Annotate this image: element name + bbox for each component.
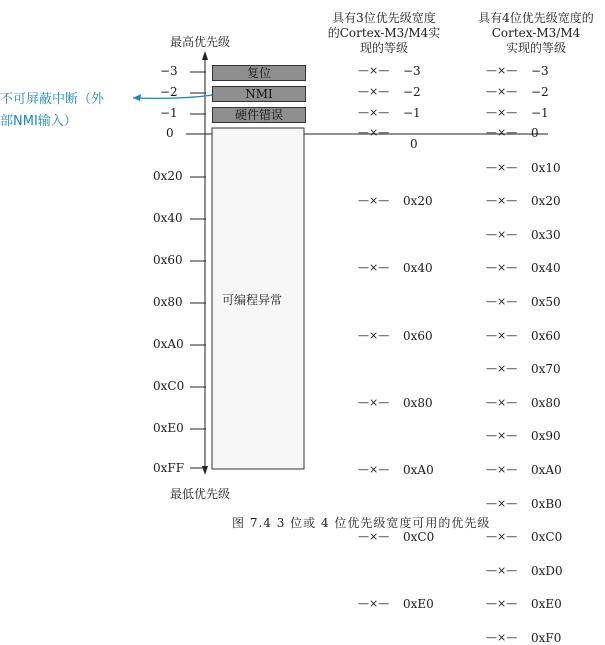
col4-header-line2: Cortex-M3/M4 [491, 26, 581, 40]
col3-level-label: −3 [403, 64, 421, 78]
programmable-label: 可编程异常 [222, 293, 283, 307]
col4-mark: —×— [486, 227, 518, 241]
col3-level-label: 0x20 [403, 194, 433, 209]
col3-level-label: 0x80 [403, 395, 433, 410]
nmi-annotation-line2: 部NMI输入） [0, 114, 77, 129]
col3-mark: —×— [358, 530, 390, 544]
col3-level-label: 0x60 [403, 328, 433, 343]
col3-mark: —×— [358, 85, 390, 98]
col3-level-label: −2 [403, 85, 421, 99]
col4-level-label: 0xE0 [531, 597, 562, 612]
col4-mark: —×— [486, 463, 518, 476]
axis-label-0: 0 [166, 126, 174, 140]
col4-mark: —×— [486, 429, 518, 443]
col4-level-label: 0x40 [531, 261, 561, 276]
col4-level-label: 0x30 [531, 227, 561, 242]
nmi-cell: NMI [212, 86, 306, 102]
col3-mark: —×— [358, 395, 390, 409]
col3-header-line3: 现的等级 [359, 41, 408, 55]
col4-mark: —×— [486, 85, 518, 98]
axis-label-minus2: −2 [160, 85, 178, 99]
col3-level-label: 0xC0 [403, 530, 435, 545]
col3-mark: —×— [358, 261, 390, 275]
hardfault-cell: 硬件错误 [212, 107, 306, 123]
col4-mark: —×— [486, 631, 518, 644]
col4-level-label: 0x90 [531, 429, 561, 444]
axis-top-title: 最高优先级 [170, 35, 231, 49]
col3-level-label: −1 [403, 106, 421, 120]
axis-label-0xE0: 0xE0 [153, 421, 184, 435]
col3-mark: —×— [358, 328, 390, 342]
axis-label-0xC0: 0xC0 [153, 379, 185, 393]
axis-label-minus1: −1 [160, 106, 178, 120]
col4-mark: —×— [486, 261, 518, 275]
col4-mark: —×— [486, 64, 518, 77]
col4-mark: —×— [486, 328, 518, 342]
figure-caption: 图 7.4 3 位或 4 位优先级宽度可用的优先级 [232, 516, 491, 530]
col4-mark: —×— [486, 126, 518, 139]
col4-mark: —×— [486, 496, 518, 510]
col3-mark: —×— [358, 64, 390, 77]
col4-mark: —×— [486, 160, 518, 174]
col3-level-label: 0xE0 [403, 597, 434, 612]
col4-level-label: 0x60 [531, 328, 561, 343]
axis-label-0x80: 0x80 [153, 295, 183, 309]
axis-label-minus3: −3 [160, 64, 178, 78]
col4-header-line3: 实现的等级 [505, 41, 566, 55]
col4-mark: —×— [486, 362, 518, 376]
col4-level-label: 0xA0 [531, 463, 562, 477]
axis-label-0x40: 0x40 [153, 211, 183, 225]
col3-header-line2: 的Cortex-M3/M4实 [327, 26, 441, 40]
col4-mark: —×— [486, 597, 518, 611]
col3-level-label: 0 [410, 137, 418, 151]
col4-mark: —×— [486, 395, 518, 409]
nmi-annotation-line1: 不可屏蔽中断（外 [0, 92, 105, 107]
col4-level-label: −1 [531, 106, 549, 120]
col4-mark: —×— [486, 106, 518, 119]
col4-mark: —×— [486, 563, 518, 577]
col4-mark: —×— [486, 194, 518, 208]
axis-label-0x60: 0x60 [153, 253, 183, 267]
col4-level-label: 0x50 [531, 295, 561, 309]
col3-mark: —×— [358, 126, 390, 139]
nmi-annotation [0, 89, 104, 133]
col3-mark: —×— [358, 463, 390, 476]
col4-header-line1: 具有4位优先级宽度的 [478, 11, 594, 25]
axis-label-0xA0: 0xA0 [153, 337, 184, 351]
col4-level-label: 0x10 [531, 160, 561, 175]
col4-level-label: 0xC0 [531, 530, 563, 545]
col4-level-label: 0 [531, 126, 539, 140]
axis-bottom-title: 最低优先级 [170, 487, 231, 501]
reset-cell: 复位 [212, 65, 306, 81]
col4-level-label: 0xD0 [531, 563, 563, 578]
col3-mark: —×— [358, 194, 390, 208]
col4-level-label: −2 [531, 85, 549, 99]
axis-label-0xFF: 0xFF [153, 461, 185, 475]
col4-level-label: 0x20 [531, 194, 561, 209]
col3-mark: —×— [358, 597, 390, 611]
col3-header-line1: 具有3位优先级宽度 [332, 11, 436, 25]
col4-level-label: 0xB0 [531, 496, 562, 511]
col3-mark: —×— [358, 106, 390, 119]
axis-label-0x20: 0x20 [153, 169, 183, 183]
col4-level-label: 0xF0 [531, 631, 562, 645]
col4-level-label: 0x70 [531, 362, 561, 377]
col3-level-label: 0xA0 [403, 463, 434, 477]
col4-mark: —×— [486, 530, 518, 544]
col3-level-label: 0x40 [403, 261, 433, 276]
col4-mark: —×— [486, 295, 518, 308]
col4-level-label: 0x80 [531, 395, 561, 410]
col4-level-label: −3 [531, 64, 549, 78]
